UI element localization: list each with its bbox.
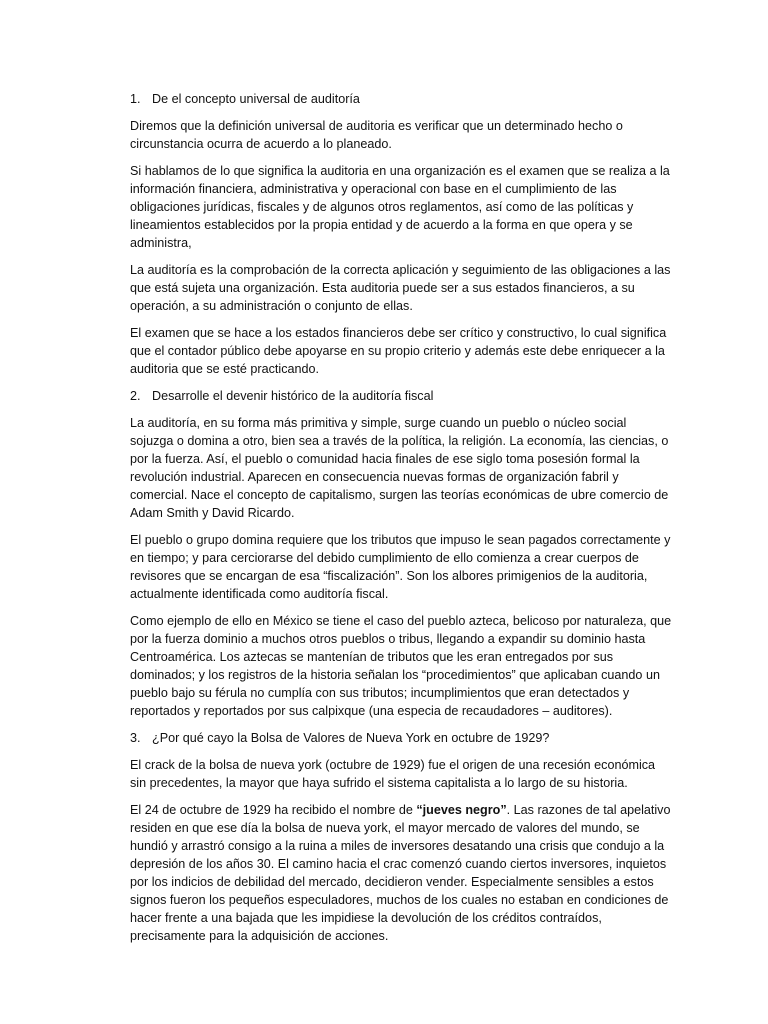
paragraph: El examen que se hace a los estados financieros debe ser crítico y constructivo, lo cual significa que el contador público debe apoyarse en su propio criterio y además este debe enriquecer a la auditoria que se esté practicando. xyxy=(130,326,667,376)
closing-paragraph xyxy=(130,801,672,945)
section-title: ¿Por qué cayo la Bolsa de Valores de Nueva York en octubre de 1929? xyxy=(152,731,550,745)
paragraph: Si hablamos de lo que significa la auditoria en una organización es el examen que se realiza a la información financiera, administrativa y operacional con base en el cumplimiento de las obligaciones jurídicas, fiscales y de algunos otros reglamentos, así como de las políticas y lineamientos establecidos por la propia entidad y de acuerdo a la forma en que opera y se administra, xyxy=(130,164,670,250)
section-number: 1. xyxy=(130,92,141,106)
bold-term: “jueves negro” xyxy=(416,803,507,817)
paragraph: Como ejemplo de ello en México se tiene el caso del pueblo azteca, belicoso por naturaleza, que por la fuerza dominio a muchos otros pueblos o tribus, llegando a expandir su dominio hasta Centroamérica. Los aztecas se mantenían de tributos que les eran entregados por sus dominados; y los registros de la historia señalan los “procedimientos” que aplicaban cuando un pueblo bajo su férula no cumplía con sus tributos; incumplimientos que eran detectados y reportados y reportados por sus calpixque (una especia de recaudadores – auditores). xyxy=(130,614,672,718)
section-number: 3. xyxy=(130,731,141,745)
paragraph: El crack de la bolsa de nueva york (octubre de 1929) fue el origen de una recesión económica sin precedentes, la mayor que haya sufrido el sistema capitalista a lo largo de su historia. xyxy=(130,758,656,790)
paragraph: La auditoría, en su forma más primitiva y simple, surge cuando un pueblo o núcleo social sojuzga o domina a otro, bien sea a través de la política, la religión. La economía, las ciencias, o por la fuerza. Así, el pueblo o comunidad hacia finales de ese siglo toma posesión formal la revolución industrial. Aparecen en consecuencia nuevas formas de organización fabril y comercial. Nace el concepto de capitalismo, surgen las teorías económicas de ubre comercio de Adam Smith y David Ricardo. xyxy=(130,416,669,520)
section-title: De el concepto universal de auditoría xyxy=(152,92,360,106)
section-heading xyxy=(130,90,672,108)
closing-text-end: . Las razones de tal apelativo residen en que ese día la bolsa de nueva york, el mayor mercado de valores del mundo, se hundió y arrastró consigo a la ruina a miles de inversores desatando una crisis que condujo a la depresión de los años 30. El camino hacia el crac comenzó cuando ciertos inversores, inquietos por los indicios de debilidad del mercado, decidieron vender. Especialmente sensibles a estos signos fueron los pequeños especuladores, muchos de los cuales no estaban en condiciones de hacer frente a una bajada que les impidiese la devolución de los créditos contraídos, precisamente para la adquisición de acciones. xyxy=(130,803,671,943)
closing-text-start: El 24 de octubre de 1929 ha recibido el nombre de xyxy=(130,803,417,817)
section-heading xyxy=(130,387,672,405)
paragraph: El pueblo o grupo domina requiere que los tributos que impuso le sean pagados correctamente y en tiempo; y para cerciorarse del debido cumplimiento de ello comienza a crear cuerpos de revisores que se encargan de esa “fiscalización”. Son los albores primigenios de la auditoria, actualmente identificada como auditoría fiscal. xyxy=(130,533,671,601)
section-heading xyxy=(130,729,672,747)
section-number: 2. xyxy=(130,389,141,403)
section-title: Desarrolle el devenir histórico de la auditoría fiscal xyxy=(152,389,434,403)
paragraph: La auditoría es la comprobación de la correcta aplicación y seguimiento de las obligaciones a las que está sujeta una organización. Esta auditoria puede ser a sus estados financieros, a su operación, a su administración o conjunto de ellas. xyxy=(130,263,671,313)
paragraph: Diremos que la definición universal de auditoria es verificar que un determinado hecho o circunstancia ocurra de acuerdo a lo planeado. xyxy=(130,119,623,151)
